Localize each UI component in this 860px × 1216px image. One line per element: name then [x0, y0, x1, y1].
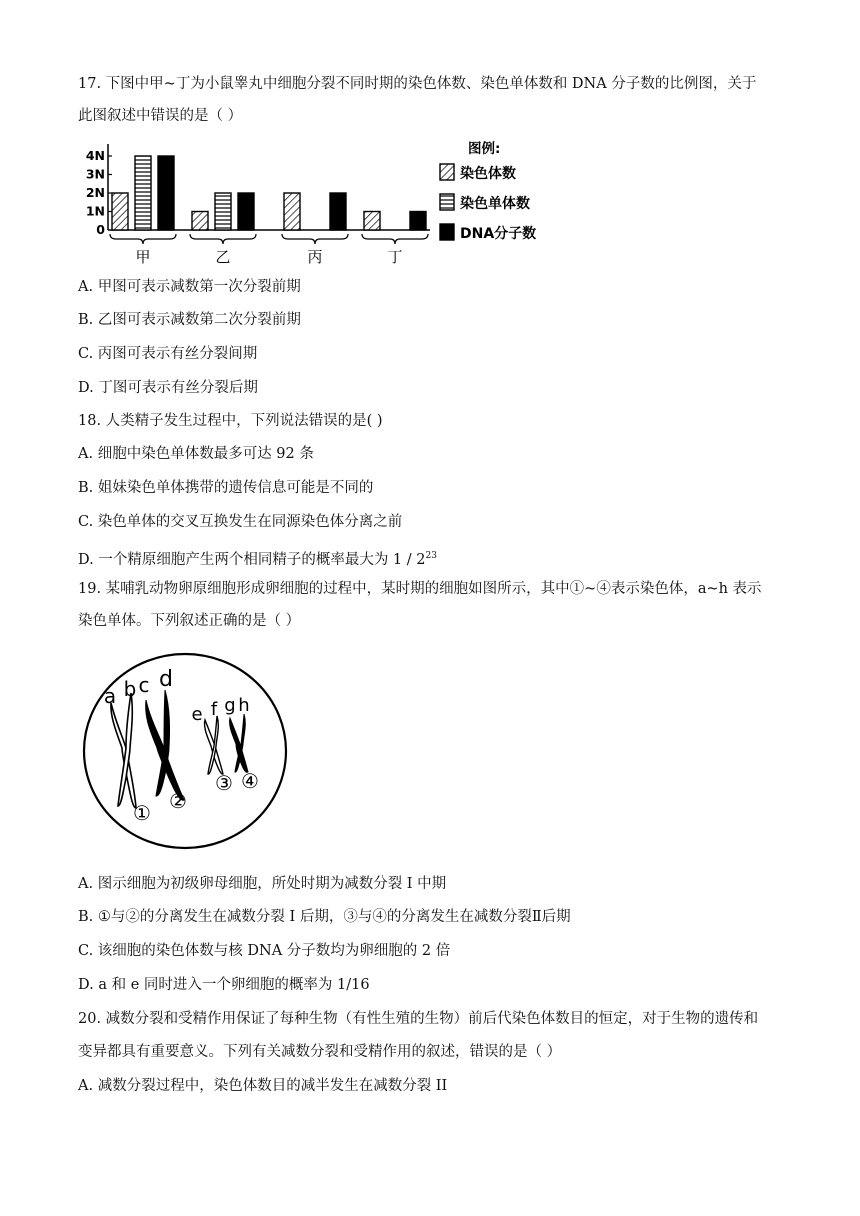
chromosome-label-4: ④	[241, 769, 259, 793]
category-brace	[110, 234, 176, 244]
q17-option-c: C. 丙图可表示有丝分裂间期	[78, 346, 258, 362]
category-label: 甲	[135, 248, 151, 266]
legend-label: DNA分子数	[460, 226, 537, 242]
chromosome-label-1: ①	[133, 801, 151, 825]
legend-swatch	[440, 224, 454, 240]
bar-DNA分子数-丙	[330, 193, 346, 230]
q19-cell-figure	[78, 648, 292, 854]
bar-染色体数-乙	[192, 212, 208, 231]
legend-title: 图例:	[468, 141, 501, 157]
legend-swatch	[440, 194, 454, 210]
q17-stem-line2: 此图叙述中错误的是（ ）	[78, 108, 243, 124]
category-brace	[190, 234, 256, 244]
q19-option-b: B. ①与②的分离发生在减数分裂 I 后期，③与④的分离发生在减数分裂Ⅱ后期	[78, 909, 571, 925]
chromatid-label-e: e	[191, 704, 203, 725]
chromatid-label-g: g	[224, 695, 236, 716]
chromosome-4	[230, 714, 248, 772]
category-brace	[282, 234, 348, 244]
q17-option-a: A. 甲图可表示减数第一次分裂前期	[78, 279, 301, 295]
chromosome-3	[205, 716, 223, 774]
legend-label: 染色单体数	[460, 196, 530, 212]
bar-DNA分子数-乙	[238, 193, 254, 230]
q19-stem-line2: 染色单体。下列叙述正确的是（ ）	[78, 613, 301, 629]
legend-swatch	[440, 164, 454, 180]
bar-染色单体数-乙	[215, 193, 231, 230]
legend-label: 染色体数	[460, 166, 516, 182]
q19-option-d: D. a 和 e 同时进入一个卵细胞的概率为 1/16	[78, 977, 370, 993]
q17-option-d: D. 丁图可表示有丝分裂后期	[78, 380, 258, 396]
category-label: 丙	[307, 248, 323, 266]
category-label: 丁	[387, 248, 403, 266]
chromatid-label-a: a	[103, 684, 117, 708]
bar-DNA分子数-丁	[410, 212, 426, 231]
q19-stem-line1: 19. 某哺乳动物卵原细胞形成卵细胞的过程中，某时期的细胞如图所示，其中①~④表示染色体，a~h 表示	[78, 581, 762, 597]
q18-option-a: A. 细胞中染色单体数最多可达 92 条	[78, 446, 314, 462]
y-tick-label: 0	[96, 222, 105, 237]
category-label: 乙	[215, 248, 231, 266]
chromatid-label-b: b	[123, 677, 137, 701]
q19-option-c: C. 该细胞的染色体数与核 DNA 分子数均为卵细胞的 2 倍	[78, 943, 451, 959]
q17-bar-chart	[78, 138, 558, 268]
bar-染色体数-丁	[364, 212, 380, 231]
chromatid-label-f: f	[210, 699, 218, 720]
bar-染色体数-甲	[112, 193, 128, 230]
q19-option-a: A. 图示细胞为初级卵母细胞，所处时期为减数分裂 I 中期	[78, 876, 447, 892]
q18-option-d-exponent: 23	[425, 551, 437, 561]
chromatid-label-d: d	[159, 667, 173, 692]
q17-stem-line1: 17. 下图中甲~丁为小鼠睾丸中细胞分裂不同时期的染色体数、染色单体数和 DNA 分子数的比例图，关于	[78, 76, 757, 92]
y-tick-label: 4N	[85, 148, 105, 163]
q20-stem-line1: 20. 减数分裂和受精作用保证了每种生物（有性生殖的生物）前后代染色体数目的恒定，对于生物的遗传和	[78, 1011, 759, 1027]
q18-option-d-text: D. 一个精原细胞产生两个相同精子的概率最大为 1 / 2	[78, 551, 426, 568]
q17-option-b: B. 乙图可表示减数第二次分裂前期	[78, 312, 301, 328]
chromatid-label-c: c	[138, 673, 150, 697]
bar-DNA分子数-甲	[158, 156, 174, 230]
q20-option-a: A. 减数分裂过程中，染色体数目的减半发生在减数分裂 II	[78, 1078, 448, 1094]
q18-option-b: B. 姐妹染色单体携带的遗传信息可能是不同的	[78, 480, 374, 496]
bar-染色单体数-甲	[135, 156, 151, 230]
chromatid-label-h: h	[238, 695, 250, 716]
q18-stem: 18. 人类精子发生过程中，下列说法错误的是( )	[78, 413, 383, 429]
q18-option-c: C. 染色单体的交叉互换发生在同源染色体分离之前	[78, 514, 403, 530]
chromosome-label-3: ③	[215, 771, 233, 795]
y-tick-label: 1N	[85, 203, 105, 219]
chromosome-label-2: ②	[169, 789, 187, 813]
q18-option-d	[78, 546, 437, 570]
category-brace	[362, 234, 428, 244]
y-tick-label: 2N	[85, 185, 105, 200]
bar-染色体数-丙	[284, 193, 300, 230]
q20-stem-line2: 变异都具有重要意义。下列有关减数分裂和受精作用的叙述，错误的是（ ）	[78, 1044, 562, 1060]
chromosome-2	[146, 690, 184, 800]
chromosome-1	[111, 693, 136, 808]
y-tick-label: 3N	[85, 166, 105, 182]
